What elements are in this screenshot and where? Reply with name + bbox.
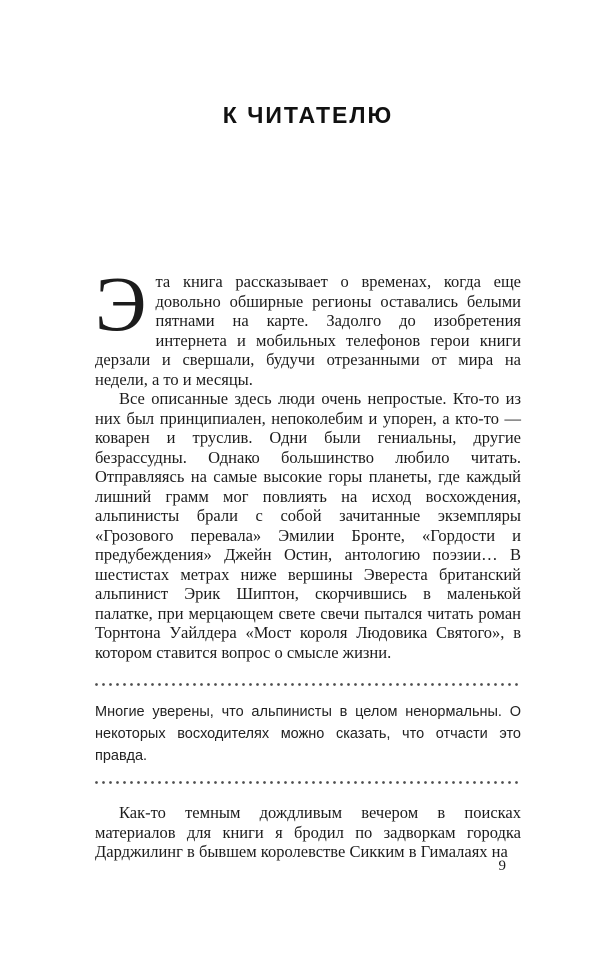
dropcap-letter: Э — [95, 260, 147, 347]
body-text-column — [95, 260, 521, 862]
paragraph-body: Все описанные здесь люди очень непростые. Кто-то из них был принципиален, непоколебим и упорен, а кто-то — коварен и труслив. Одни были гениальны, другие безрассудны. Однако большинство любило читать. Отправляясь на самые высокие горы планеты, где каждый лишний грамм мог повлиять на исход восхождения, альпинисты брали с собой зачитанные экземпляры «Грозового перевала» Эмилии Бронте, «Гордости и предубеждения» Джейн Остин, антологию поэзии… В шестистах метрах ниже вершины Эвереста британский альпинист Эрик Шиптон, скорчившись в маленькой палатке, при мерцающем свете свечи пытался читать роман Торнтона Уайлдера «Мост короля Людовика Святого», в котором ставится вопрос о смысле жизни. — [95, 389, 521, 662]
paragraph-opening-text: та книга рассказывает о временах, когда еще довольно обширные регионы оставались белыми пятнами на карте. Задолго до изобретения интернета и мобильных телефонов герои книги дерзали и свершали, будучи отрезанными от мира на недели, а то и месяцы. — [95, 272, 521, 389]
dotted-separator-top — [95, 683, 521, 686]
chapter-title: К ЧИТАТЕЛЮ — [222, 102, 394, 128]
page-number: 9 — [498, 858, 506, 874]
paragraph-opening — [95, 260, 521, 389]
dotted-separator-bottom — [95, 781, 521, 784]
paragraph-continuation: Как-то темным дождливым вечером в поисках материалов для книги я бродил по задворкам городка Дарджилинг в бывшем королевстве Сикким в Гималаях на — [95, 803, 521, 861]
epigraph-text: Многие уверены, что альпинисты в целом ненормальны. О некоторых восходителях можно сказать, что отчасти это правда. — [95, 704, 521, 764]
